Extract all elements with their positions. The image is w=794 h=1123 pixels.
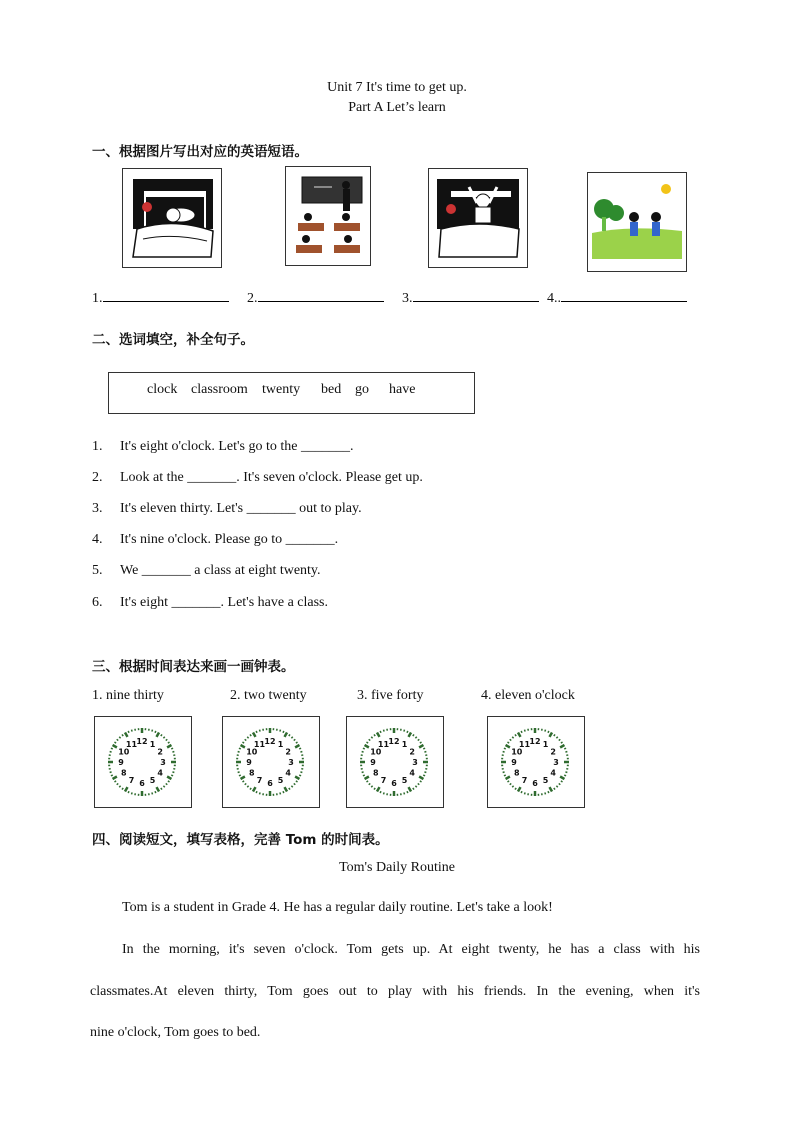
clock-tick bbox=[168, 742, 170, 743]
clock-tick bbox=[155, 791, 156, 793]
clock-tick bbox=[413, 734, 414, 736]
clock-tick bbox=[559, 739, 560, 740]
clock-tick bbox=[241, 777, 245, 780]
word-bank-box bbox=[108, 372, 475, 414]
clock-number: 4 bbox=[157, 768, 163, 778]
clock-tick bbox=[245, 783, 246, 784]
clock-tick bbox=[377, 787, 380, 791]
blank-4[interactable]: 4.. bbox=[547, 287, 687, 307]
clock-tick bbox=[242, 781, 244, 782]
clock-tick bbox=[521, 731, 522, 733]
clock-tick bbox=[548, 791, 549, 793]
clock-tick bbox=[554, 788, 555, 790]
question-5: 5. We _______ a class at eight twenty. bbox=[92, 563, 321, 578]
passage-line-3: classmates.At eleven thirty, Tom goes out to play with his friends. In the evening, when it's bbox=[90, 984, 700, 999]
clock-tick bbox=[155, 731, 156, 733]
clock-tick bbox=[365, 777, 369, 780]
clock-tick bbox=[518, 787, 521, 791]
clock-tick bbox=[245, 739, 246, 740]
clock-number: 10 bbox=[246, 747, 258, 757]
word-bank-word: classroom bbox=[191, 382, 248, 397]
section2-heading: 二、选词填空，补全句子。 bbox=[92, 332, 254, 348]
clock-face-2[interactable] bbox=[222, 716, 320, 808]
clock-label-2: 2. two twenty bbox=[230, 688, 307, 703]
clock-tick bbox=[168, 781, 170, 782]
section1-heading: 一、根据图片写出对应的英语短语。 bbox=[92, 144, 308, 160]
clock-tick bbox=[565, 751, 567, 752]
clock-tick bbox=[366, 781, 368, 782]
clock-number: 9 bbox=[246, 758, 252, 767]
clock-tick bbox=[300, 751, 302, 752]
clock-tick bbox=[524, 792, 525, 794]
clock-tick bbox=[556, 786, 557, 787]
clock-tick bbox=[512, 786, 513, 787]
clock-tick bbox=[369, 783, 370, 784]
question-6: 6. It's eight _______. Let's have a class. bbox=[92, 595, 328, 610]
clock-label-4: 4. eleven o'clock bbox=[481, 688, 575, 703]
clock-tick bbox=[241, 745, 245, 748]
clock-tick bbox=[113, 745, 117, 748]
clock-tick bbox=[424, 751, 426, 752]
clock-tick bbox=[256, 731, 257, 733]
clock-tick bbox=[247, 786, 248, 787]
blank-2[interactable]: 2. bbox=[247, 287, 384, 307]
clock-number: 12 bbox=[529, 737, 541, 746]
clock-tick bbox=[295, 745, 299, 748]
clock-tick bbox=[161, 734, 162, 736]
picture-sleeping bbox=[122, 168, 222, 268]
clock-tick bbox=[524, 730, 525, 732]
clock-face-4[interactable] bbox=[487, 716, 585, 808]
clock-number: 5 bbox=[149, 776, 156, 786]
clock-tick bbox=[420, 781, 422, 782]
clock-tick bbox=[415, 737, 416, 738]
clock-tick bbox=[283, 791, 284, 793]
clock-tick bbox=[521, 791, 522, 793]
clock-tick bbox=[515, 788, 516, 790]
clock-number: 3 bbox=[160, 758, 166, 767]
clock-tick bbox=[253, 733, 256, 737]
clock-tick bbox=[380, 731, 381, 733]
clock-tick bbox=[300, 772, 302, 773]
question-4: 4. It's nine o'clock. Please go to _______. bbox=[92, 532, 339, 547]
clock-tick bbox=[556, 737, 557, 738]
clock-tick bbox=[564, 748, 566, 749]
clock-tick bbox=[296, 781, 298, 782]
clock-tick bbox=[409, 733, 412, 737]
clock-tick bbox=[559, 783, 560, 784]
clock-tick bbox=[238, 751, 240, 752]
clock-tick bbox=[419, 745, 423, 748]
clock-tick bbox=[550, 733, 553, 737]
clock-number: 8 bbox=[373, 768, 379, 778]
picture-getting-up bbox=[428, 168, 528, 268]
clock-tick bbox=[377, 733, 380, 737]
clock-tick bbox=[171, 775, 173, 776]
clock-tick bbox=[418, 739, 419, 740]
clock-tick bbox=[110, 751, 112, 752]
clock-tick bbox=[238, 772, 240, 773]
clock-tick bbox=[114, 781, 116, 782]
clock-tick bbox=[424, 772, 426, 773]
clock-number: 6 bbox=[139, 779, 145, 788]
clock-tick bbox=[413, 788, 414, 790]
clock-number: 12 bbox=[388, 737, 400, 746]
clock-number: 6 bbox=[532, 779, 538, 788]
clock-tick bbox=[256, 791, 257, 793]
passage-title: Tom's Daily Routine bbox=[339, 860, 455, 875]
section4-heading: 四、阅读短文，填写表格，完善 Tom 的时间表。 bbox=[92, 832, 389, 848]
clock-tick bbox=[117, 739, 118, 740]
question-1: 1. It's eight o'clock. Let's go to the _______. bbox=[92, 439, 354, 454]
clock-tick bbox=[407, 791, 408, 793]
clock-number: 3 bbox=[412, 758, 418, 767]
page-title: Unit 7 It's time to get up. bbox=[327, 80, 467, 95]
clock-number: 9 bbox=[511, 758, 517, 767]
clock-tick bbox=[561, 742, 563, 743]
clock-tick bbox=[283, 731, 284, 733]
clock-number: 9 bbox=[118, 758, 124, 767]
blank-1[interactable]: 1. bbox=[92, 287, 229, 307]
clock-tick bbox=[172, 751, 174, 752]
clock-tick bbox=[415, 786, 416, 787]
clock-tick bbox=[506, 777, 510, 780]
clock-tick bbox=[152, 792, 153, 794]
clock-tick bbox=[504, 775, 506, 776]
clock-tick bbox=[554, 734, 555, 736]
clock-number: 4 bbox=[285, 768, 291, 778]
clock-tick bbox=[380, 791, 381, 793]
clock-number: 5 bbox=[401, 776, 408, 786]
clock-tick bbox=[510, 739, 511, 740]
clock-tick bbox=[510, 783, 511, 784]
clock-tick bbox=[407, 731, 408, 733]
clock-tick bbox=[512, 737, 513, 738]
clock-tick bbox=[363, 748, 365, 749]
clock-tick bbox=[152, 730, 153, 732]
clock-number: 2 bbox=[409, 747, 415, 757]
clock-tick bbox=[157, 733, 160, 737]
page-subtitle: Part A Let’s learn bbox=[348, 100, 446, 115]
clock-tick bbox=[119, 737, 120, 738]
passage-line-1: Tom is a student in Grade 4. He has a regular daily routine. Let's take a look! bbox=[122, 900, 553, 915]
clock-tick bbox=[166, 783, 167, 784]
clock-tick bbox=[117, 783, 118, 784]
clock-tick bbox=[285, 787, 288, 791]
clock-tick bbox=[253, 787, 256, 791]
clock-number: 10 bbox=[511, 747, 523, 757]
clock-tick bbox=[420, 742, 422, 743]
clock-tick bbox=[125, 733, 128, 737]
clock-tick bbox=[560, 745, 564, 748]
clock-tick bbox=[404, 792, 405, 794]
clock-number: 11 bbox=[125, 739, 138, 749]
clock-number: 2 bbox=[550, 747, 556, 757]
clock-number: 6 bbox=[267, 779, 273, 788]
clock-tick bbox=[172, 772, 174, 773]
clock-tick bbox=[374, 734, 375, 736]
clock-tick bbox=[515, 734, 516, 736]
clock-tick bbox=[166, 739, 167, 740]
blank-3[interactable]: 3. bbox=[402, 287, 539, 307]
clock-tick bbox=[128, 791, 129, 793]
clock-tick bbox=[128, 731, 129, 733]
clock-tick bbox=[550, 787, 553, 791]
clock-number: 7 bbox=[128, 776, 135, 786]
clock-number: 7 bbox=[521, 776, 528, 786]
clock-tick bbox=[374, 788, 375, 790]
clock-tick bbox=[122, 788, 123, 790]
clock-tick bbox=[111, 748, 113, 749]
word-bank-word: clock bbox=[147, 382, 178, 397]
clock-number: 11 bbox=[518, 739, 531, 749]
clock-tick bbox=[280, 792, 281, 794]
clock-tick bbox=[299, 748, 301, 749]
clock-tick bbox=[404, 730, 405, 732]
clock-tick bbox=[289, 734, 290, 736]
word-bank-word: twenty bbox=[262, 382, 301, 397]
clock-number: 10 bbox=[118, 747, 130, 757]
clock-tick bbox=[294, 783, 295, 784]
clock-number: 9 bbox=[370, 758, 376, 767]
clock-tick bbox=[111, 775, 113, 776]
picture-playing-outside bbox=[587, 172, 687, 272]
clock-tick bbox=[114, 742, 116, 743]
clock-label-3: 3. five forty bbox=[357, 688, 424, 703]
clock-tick bbox=[250, 788, 251, 790]
clock-tick bbox=[157, 787, 160, 791]
clock-tick bbox=[131, 730, 132, 732]
clock-tick bbox=[161, 788, 162, 790]
clock-tick bbox=[371, 737, 372, 738]
clock-tick bbox=[296, 742, 298, 743]
passage-line-4: nine o'clock, Tom goes to bed. bbox=[90, 1025, 261, 1040]
clock-tick bbox=[122, 734, 123, 736]
clock-tick bbox=[503, 751, 505, 752]
picture-classroom bbox=[285, 166, 371, 266]
clock-number: 4 bbox=[409, 768, 415, 778]
clock-tick bbox=[545, 730, 546, 732]
word-bank-word: have bbox=[389, 382, 416, 397]
clock-number: 1 bbox=[542, 739, 549, 749]
clock-tick bbox=[506, 745, 510, 748]
clock-tick bbox=[507, 781, 509, 782]
clock-number: 2 bbox=[157, 747, 163, 757]
clock-number: 2 bbox=[285, 747, 291, 757]
clock-number: 1 bbox=[149, 739, 156, 749]
clock-tick bbox=[119, 786, 120, 787]
clock-number: 7 bbox=[380, 776, 387, 786]
clock-number: 5 bbox=[542, 776, 549, 786]
clock-tick bbox=[362, 772, 364, 773]
clock-tick bbox=[504, 748, 506, 749]
clock-number: 3 bbox=[553, 758, 559, 767]
clock-tick bbox=[518, 733, 521, 737]
clock-tick bbox=[507, 742, 509, 743]
clock-tick bbox=[167, 745, 171, 748]
passage-line-2: In the morning, it's seven o'clock. Tom gets up. At eight twenty, he has a class with his bbox=[122, 942, 700, 957]
clock-tick bbox=[163, 786, 164, 787]
clock-tick bbox=[299, 775, 301, 776]
clock-tick bbox=[545, 792, 546, 794]
clock-number: 8 bbox=[514, 768, 520, 778]
clock-tick bbox=[171, 748, 173, 749]
clock-tick bbox=[560, 777, 564, 780]
clock-tick bbox=[383, 792, 384, 794]
clock-number: 8 bbox=[249, 768, 255, 778]
clock-tick bbox=[503, 772, 505, 773]
clock-tick bbox=[110, 772, 112, 773]
clock-tick bbox=[383, 730, 384, 732]
clock-tick bbox=[419, 777, 423, 780]
clock-face-3[interactable] bbox=[346, 716, 444, 808]
section3-heading: 三、根据时间表达来画一画钟表。 bbox=[92, 659, 295, 675]
clock-number: 5 bbox=[277, 776, 284, 786]
clock-tick bbox=[239, 775, 241, 776]
clock-tick bbox=[285, 733, 288, 737]
clock-tick bbox=[239, 748, 241, 749]
clock-tick bbox=[423, 775, 425, 776]
clock-tick bbox=[565, 772, 567, 773]
clock-tick bbox=[561, 781, 563, 782]
clock-number: 6 bbox=[391, 779, 397, 788]
clock-tick bbox=[125, 787, 128, 791]
clock-tick bbox=[423, 748, 425, 749]
clock-tick bbox=[131, 792, 132, 794]
clock-tick bbox=[363, 775, 365, 776]
clock-tick bbox=[371, 786, 372, 787]
clock-tick bbox=[250, 734, 251, 736]
clock-number: 1 bbox=[401, 739, 408, 749]
clock-tick bbox=[167, 777, 171, 780]
clock-tick bbox=[242, 742, 244, 743]
clock-tick bbox=[247, 737, 248, 738]
clock-tick bbox=[362, 751, 364, 752]
clock-tick bbox=[295, 777, 299, 780]
clock-tick bbox=[418, 783, 419, 784]
clock-label-1: 1. nine thirty bbox=[92, 688, 164, 703]
clock-number: 8 bbox=[121, 768, 127, 778]
clock-tick bbox=[163, 737, 164, 738]
clock-tick bbox=[289, 788, 290, 790]
clock-tick bbox=[259, 730, 260, 732]
word-bank-word: bed bbox=[321, 382, 342, 397]
clock-face-1[interactable] bbox=[94, 716, 192, 808]
clock-tick bbox=[365, 745, 369, 748]
clock-number: 11 bbox=[377, 739, 390, 749]
clock-number: 12 bbox=[264, 737, 276, 746]
clock-tick bbox=[113, 777, 117, 780]
clock-tick bbox=[564, 775, 566, 776]
clock-tick bbox=[366, 742, 368, 743]
clock-number: 7 bbox=[256, 776, 263, 786]
clock-number: 11 bbox=[253, 739, 266, 749]
question-3: 3. It's eleven thirty. Let's _______ out to play. bbox=[92, 501, 362, 516]
clock-number: 1 bbox=[277, 739, 284, 749]
clock-tick bbox=[259, 792, 260, 794]
clock-tick bbox=[409, 787, 412, 791]
clock-number: 4 bbox=[550, 768, 556, 778]
clock-tick bbox=[369, 739, 370, 740]
clock-tick bbox=[291, 786, 292, 787]
clock-number: 3 bbox=[288, 758, 294, 767]
word-bank-word: go bbox=[355, 382, 369, 397]
clock-number: 10 bbox=[370, 747, 382, 757]
question-2: 2. Look at the _______. It's seven o'clock. Please get up. bbox=[92, 470, 423, 485]
clock-tick bbox=[294, 739, 295, 740]
clock-tick bbox=[280, 730, 281, 732]
clock-number: 12 bbox=[136, 737, 148, 746]
clock-tick bbox=[291, 737, 292, 738]
clock-tick bbox=[548, 731, 549, 733]
